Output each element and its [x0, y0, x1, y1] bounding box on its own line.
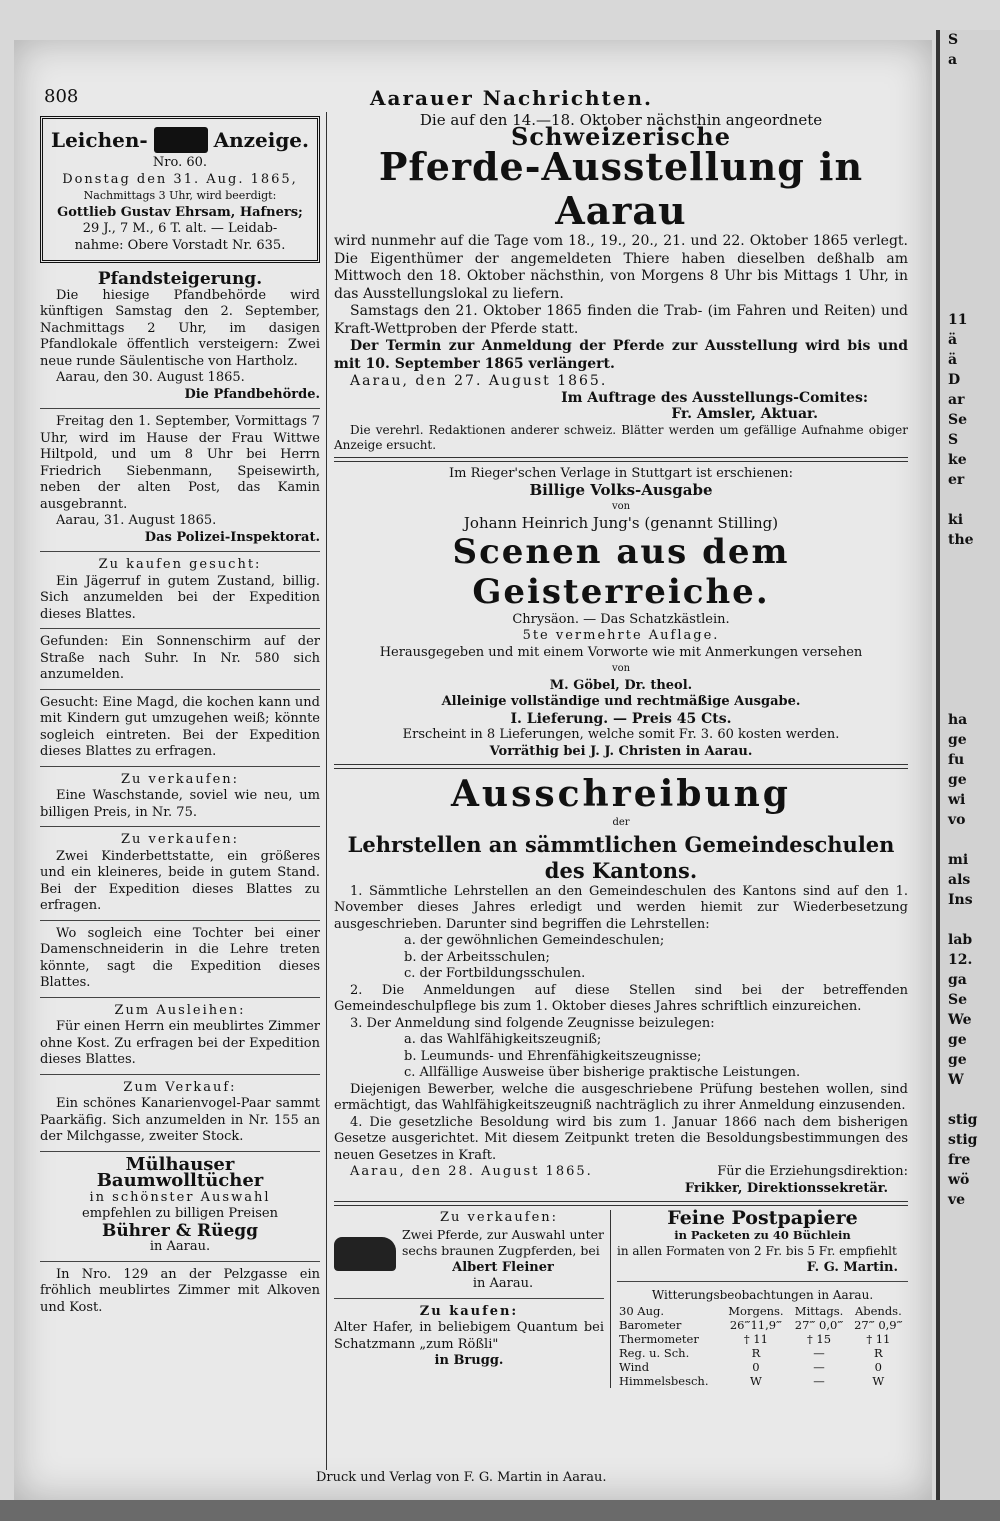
weather-cell: Thermometer: [619, 1331, 699, 1346]
funeral-date: Donstag den 31. Aug. 1865,: [62, 171, 298, 187]
cloth-line2: empfehlen zu billigen Preisen: [82, 1206, 278, 1221]
pfand-text: Die hiesige Pfandbehörde wird künftigen Samstag den 2. September, Nachmittags 2 Uhr, im dasigen Pfandlokale öffentlich versteigern: Zwei neue runde Säulentische von Hartholz.: [40, 287, 320, 369]
page-number: 808: [44, 86, 79, 107]
weather-cell: —: [813, 1345, 825, 1360]
divider: [40, 1151, 320, 1152]
cloth-title: Mülhauser Baumwolltücher: [96, 1153, 264, 1191]
sell1-text: Eine Waschstande, soviel wie neu, um billigen Preis, in Nr. 75.: [40, 788, 320, 820]
weather-cell: R: [751, 1345, 761, 1360]
tender-subheading: Lehrstellen an sämmtlichen Gemeindeschulen des Kantons.: [347, 831, 895, 883]
weather-cell: Himmelsbesch.: [619, 1373, 709, 1388]
edge-fragment: [940, 270, 1000, 290]
edge-fragment: ge: [948, 772, 967, 788]
tender-p5: 4. Die gesetzliche Besoldung wird bis zum 1. Januar 1866 nach dem bisherigen Gesetze ausgerichtet. Mit diesem Zeitpunkt treten die Besoldungsbestimmungen des neuen Gesetzes in Kraft.: [334, 1114, 908, 1163]
lend-title: Zum Ausleihen:: [114, 1002, 246, 1018]
weather-head-cell: Morgens.: [728, 1303, 784, 1318]
oats-place: in Brugg.: [434, 1353, 504, 1368]
edge-fragment: [940, 690, 1000, 710]
funeral-age: 29 J., 7 M., 6 T. alt. — Leidab-: [82, 221, 278, 236]
lend-text: Für einen Herrn ein meublirtes Zimmer ohne Kost. Zu erfragen bei der Expedition dieses Blattes.: [40, 1019, 320, 1067]
divider: [40, 920, 320, 921]
paper-title: Feine Postpapiere: [667, 1207, 858, 1229]
oats-title: Zu kaufen:: [419, 1303, 519, 1319]
tender-for: Für die Erziehungsdirektion:: [717, 1164, 908, 1179]
sell2-text: Zwei Kinderbettstatte, ein größeres und ein kleineres, beide in gutem Stand. Bei der Expedition dieses Blattes zu erfragen.: [40, 848, 320, 913]
book-authorized: Alleinige vollständige und rechtmäßige Ausgabe.: [441, 694, 801, 709]
edge-fragment: a: [948, 52, 958, 68]
horse-show-note: Die verehrl. Redaktionen anderer schweiz. Blätter werden um gefällige Aufnahme obiger Anzeige ersucht.: [334, 422, 908, 452]
buy1-title: Zu kaufen gesucht:: [98, 557, 262, 572]
divider: [40, 766, 320, 767]
tender-sign: Frikker, Direktionssekretär.: [684, 1180, 888, 1196]
weather-head-cell: 30 Aug.: [619, 1303, 665, 1318]
tender-c1: c. der Fortbildungsschulen.: [404, 966, 586, 981]
sale-title: Zum Verkauf:: [123, 1079, 237, 1095]
edge-fragment: [940, 650, 1000, 670]
fire-sign: Das Polizei-Inspektorat.: [144, 529, 320, 545]
weather-cell: W: [750, 1373, 762, 1388]
edge-fragment: vo: [948, 812, 966, 828]
divider: [334, 1201, 908, 1206]
tender-a2: a. das Wahlfähigkeitszeugniß;: [404, 1032, 602, 1047]
horse-show-commission: Im Auftrage des Ausstellungs-Comites:: [561, 389, 868, 406]
coffin-icon: [154, 127, 208, 153]
tender-c2: c. Allfällige Ausweise über bisherige praktische Leistungen.: [404, 1065, 801, 1080]
wanted-text: Gesucht: Eine Magd, die kochen kann und mit Kindern gut umzugehen weiß; könnte sogleich eintreten. Bei der Expedition dieses Blattes zu erfragen.: [40, 694, 320, 759]
divider: [40, 826, 320, 827]
tender-p2: 2. Die Anmeldungen auf diese Stellen sind bei der betreffenden Gemeindeschulpflege bis zum 1. Oktober dieses Jahres schriftlich einzureichen.: [334, 982, 908, 1014]
funeral-address: nahme: Obere Vorstadt Nr. 635.: [74, 237, 286, 253]
edge-fragment: [940, 1090, 1000, 1110]
weather-title: Witterungsbeobachtungen in Aarau.: [651, 1288, 874, 1302]
weather-row: [617, 1346, 908, 1360]
apprentice-text: Wo sogleich eine Tochter bei einer Damenschneiderin in die Lehre treten könnte, sagt die Expedition dieses Blattes.: [40, 925, 320, 990]
funeral-name: Gottlieb Gustav Ehrsam, Hafners;: [57, 204, 303, 220]
edge-fragment: W: [948, 1072, 964, 1088]
edge-fragment: wi: [948, 792, 966, 808]
found-text: Gefunden: Ein Sonnenschirm auf der Straße nach Suhr. In Nr. 580 sich anzumelden.: [40, 634, 320, 682]
buy1-text: Ein Jägerruf in gutem Zustand, billig. Sich anzumelden bei der Expedition dieses Blattes.: [40, 573, 320, 622]
masthead: Aarauer Nachrichten.: [370, 86, 654, 110]
edge-fragment: wö: [948, 1172, 970, 1188]
divider: [40, 628, 320, 629]
edge-fragment: [940, 630, 1000, 650]
edge-fragment: [940, 670, 1000, 690]
edge-fragment: [940, 210, 1000, 230]
horse-show-p1: wird nunmehr auf die Tage vom 18., 19., 20., 21. und 22. Oktober 1865 verlegt. Die Eigenthümer der angemeldeten Thiere haben dieselben deßhalb am Mittwoch den 18. Oktober nächsthin, von Morgens 8 Uhr bis Mittags 1 Uhr, in das Ausstellungslokal zu liefern.: [334, 233, 908, 302]
weather-cell: 26‴11,9‴: [729, 1317, 783, 1332]
edge-fragment: ä: [948, 332, 958, 348]
tender-heading: Ausschreibung: [451, 773, 791, 815]
funeral-number: Nro. 60.: [152, 155, 208, 170]
edge-fragment: ki: [948, 512, 964, 528]
edge-fragment: [940, 110, 1000, 130]
edge-fragment: ga: [948, 972, 967, 988]
pfand-date: Aarau, den 30. August 1865.: [56, 370, 245, 385]
weather-cell: —: [813, 1359, 825, 1374]
weather-cell: † 15: [807, 1331, 832, 1346]
tender-b2: b. Leumunds- und Ehrenfähigkeitszeugnisse;: [404, 1048, 702, 1064]
weather-cell: 27‴ 0,0‴: [794, 1317, 844, 1332]
tender-p4: Diejenigen Bewerber, welche die ausgeschriebene Prüfung bestehen wollen, sind ermächtigt, das Wahlfähigkeitszeugniß nachträglich zu ihrer Anmeldung einzusenden.: [334, 1081, 908, 1113]
divider: [334, 1298, 604, 1299]
horses-place: in Aarau.: [472, 1276, 534, 1291]
edge-fragment: ge: [948, 1032, 967, 1048]
weather-cell: Wind: [619, 1359, 650, 1374]
paper-sign: F. G. Martin.: [806, 1259, 898, 1275]
divider: [617, 1281, 908, 1282]
edge-fragment: [940, 150, 1000, 170]
book-title: Scenen aus dem Geisterreiche.: [452, 531, 790, 612]
room-text: In Nro. 129 an der Pelzgasse ein fröhlich meublirtes Zimmer mit Alkoven und Kost.: [40, 1266, 320, 1315]
horse-show-intro: Die auf den 14.—18. Oktober nächsthin angeordnete: [419, 111, 823, 129]
horses-title: Zu verkaufen:: [439, 1210, 559, 1225]
edge-fragment: [940, 610, 1000, 630]
weather-table: [617, 1304, 908, 1388]
weather-head-cell: Mittags.: [794, 1303, 844, 1318]
weather-row: [617, 1332, 908, 1346]
horse-show-heading1: Schweizerische: [511, 121, 731, 151]
edge-fragment: Ins: [948, 892, 973, 908]
edge-fragment: [940, 590, 1000, 610]
edge-fragment: [940, 550, 1000, 570]
edge-fragment: S: [948, 432, 959, 448]
book-subtitle: Chrysäon. — Das Schatzkästlein.: [512, 611, 730, 627]
tender-p3: 3. Der Anmeldung sind folgende Zeugnisse beizulegen:: [350, 1015, 715, 1031]
weather-cell: Reg. u. Sch.: [619, 1345, 690, 1360]
funeral-title-a: Leichen-: [51, 127, 148, 152]
weather-cell: † 11: [743, 1331, 768, 1346]
tender-der: der: [612, 817, 630, 828]
edge-fragment: [940, 190, 1000, 210]
horses-text: Zwei Pferde, zur Auswahl unter sechs braunen Zugpferden, bei: [402, 1226, 604, 1258]
edge-fragment: ha: [948, 712, 968, 728]
edge-fragment: stig: [948, 1132, 978, 1148]
horse-icon: [334, 1237, 396, 1271]
weather-head-cell: Abends.: [854, 1303, 902, 1318]
book-installments: Erscheint in 8 Lieferungen, welche somit Fr. 3. 60 kosten werden.: [402, 727, 840, 742]
edge-fragment: [940, 70, 1000, 90]
edge-fragment: mi: [948, 852, 969, 868]
weather-cell: 0: [752, 1359, 760, 1374]
edge-fragment: 12.: [948, 952, 973, 968]
weather-cell: Barometer: [619, 1317, 682, 1332]
weather-cell: —: [813, 1373, 825, 1388]
sell2-title: Zu verkaufen:: [120, 832, 240, 847]
fire-date: Aarau, 31. August 1865.: [56, 513, 217, 528]
edge-fragment: als: [948, 872, 971, 888]
edge-fragment: [940, 290, 1000, 310]
edge-fragment: 11: [948, 312, 968, 328]
edge-fragment: ge: [948, 1052, 967, 1068]
paper-line2: in allen Formaten von 2 Fr. bis 5 Fr. empfiehlt: [617, 1244, 897, 1258]
edge-fragment: [940, 570, 1000, 590]
book-edition: Billige Volks-Ausgabe: [529, 481, 713, 499]
weather-cell: 27‴ 0,9‴: [854, 1317, 903, 1332]
scan-shadow: [0, 1500, 1000, 1521]
edge-fragment: fre: [948, 1152, 971, 1168]
edge-fragment: D: [948, 372, 961, 388]
cloth-line1: in schönster Auswahl: [89, 1189, 271, 1205]
divider: [40, 408, 320, 409]
edge-fragment: ve: [948, 1192, 966, 1208]
book-stockist: Vorräthig bei J. J. Christen in Aarau.: [489, 743, 753, 759]
left-column: [40, 112, 320, 1316]
horse-show-p2: Samstags den 21. Oktober 1865 finden die Trab- (im Fahren und Reiten) und Kraft-Wettproben der Pferde statt.: [334, 303, 908, 337]
pfand-title: Pfandsteigerung.: [97, 269, 263, 289]
adjacent-page-edge: [936, 30, 1000, 1510]
weather-cell: W: [872, 1373, 885, 1388]
cloth-firm: Bührer & Rüegg: [101, 1220, 259, 1241]
divider: [40, 997, 320, 998]
weather-row: [617, 1360, 908, 1374]
tender-date: Aarau, den 28. August 1865.: [350, 1164, 593, 1179]
funeral-title-b: Anzeige.: [213, 127, 309, 152]
horse-show-p3: Der Termin zur Anmeldung der Pferde zur Ausstellung wird bis und mit 10. September 1865 verlängert.: [334, 338, 908, 372]
lower-left-ads: [334, 1210, 611, 1388]
divider: [40, 1074, 320, 1075]
sale-text: Ein schönes Kanarienvogel-Paar sammt Paarkäfig. Sich anzumelden in Nr. 155 an der Milchgasse, zweiter Stock.: [40, 1096, 320, 1144]
edge-fragment: S: [948, 32, 959, 48]
edge-fragment: ke: [948, 452, 967, 468]
edge-fragment: the: [948, 532, 974, 548]
edge-fragment: [940, 910, 1000, 930]
horse-show-sign: Fr. Amsler, Aktuar.: [671, 406, 818, 422]
book-von: von: [611, 500, 631, 512]
edge-fragment: We: [948, 1012, 972, 1028]
tender-p1: 1. Sämmtliche Lehrstellen an den Gemeindeschulen des Kantons sind auf den 1. November dieses Jahres erledigt und werden hiemit zur Wiederbesetzung ausgeschrieben. Darunter sind begriffen die Lehrstellen:: [334, 883, 908, 932]
edge-fragment: Se: [948, 992, 968, 1008]
edge-fragment: [940, 90, 1000, 110]
book-author: Johann Heinrich Jung's (genannt Stilling): [463, 514, 779, 532]
weather-cell: † 11: [866, 1331, 891, 1346]
paper-line1: in Packeten zu 40 Büchlein: [674, 1227, 851, 1242]
weather-cell: R: [874, 1345, 883, 1360]
edge-fragment: er: [948, 472, 965, 488]
edge-fragment: [940, 830, 1000, 850]
edge-fragment: [940, 130, 1000, 150]
book-price: I. Lieferung. — Preis 45 Cts.: [510, 710, 732, 727]
column-rule: [326, 112, 327, 1470]
edge-fragment: [940, 170, 1000, 190]
horse-show-heading2: Pferde-Ausstellung in Aarau: [378, 144, 864, 233]
oats-text: Alter Hafer, in beliebigem Quantum bei Schatzmann „zum Rößli": [334, 1320, 604, 1352]
divider: [40, 1261, 320, 1262]
cloth-place: in Aarau.: [149, 1239, 211, 1254]
weather-row: [617, 1318, 908, 1332]
edge-fragment: [940, 230, 1000, 250]
sell1-title: Zu verkaufen:: [120, 771, 240, 787]
edge-fragment: ge: [948, 732, 967, 748]
right-column: [334, 112, 908, 1388]
divider: [334, 764, 908, 769]
book-editor: M. Göbel, Dr. theol.: [549, 677, 693, 693]
weather-row: [617, 1374, 908, 1388]
book-edition-number: 5te vermehrte Auflage.: [522, 628, 720, 643]
edge-fragment: lab: [948, 932, 973, 948]
funeral-notice: [40, 116, 320, 263]
book-publisher: Im Rieger'schen Verlage in Stuttgart ist erschienen:: [448, 465, 794, 481]
book-von2: von: [611, 663, 631, 674]
divider: [40, 551, 320, 552]
imprint: Druck und Verlag von F. G. Martin in Aarau.: [316, 1470, 607, 1485]
funeral-time: Nachmittags 3 Uhr, wird beerdigt:: [83, 189, 277, 202]
weather-cell: 0: [874, 1359, 882, 1374]
pfand-sign: Die Pfandbehörde.: [184, 386, 320, 402]
edge-fragment: ar: [948, 392, 965, 408]
weather-head-row: [617, 1304, 908, 1318]
edge-fragment: [940, 490, 1000, 510]
edge-fragment: fu: [948, 752, 965, 768]
tender-a1: a. der gewöhnlichen Gemeindeschulen;: [404, 933, 665, 948]
lower-right-ads: [611, 1207, 908, 1388]
horse-show-date: Aarau, den 27. August 1865.: [350, 373, 608, 389]
book-editor-line: Herausgegeben und mit einem Vorworte wie mit Anmerkungen versehen: [379, 644, 863, 660]
tender-b1: b. der Arbeitsschulen;: [404, 949, 550, 965]
horses-name: Albert Fleiner: [452, 1259, 554, 1275]
fire-text: Freitag den 1. September, Vormittags 7 Uhr, wird im Hause der Frau Wittwe Hiltpold, und um 8 Uhr bei Herrn Friedrich Siebenmann, Speisewirth, neben der alten Post, das Kamin ausgebrannt.: [40, 414, 320, 512]
divider: [40, 689, 320, 690]
edge-fragment: Se: [948, 412, 968, 428]
edge-fragment: [940, 250, 1000, 270]
divider: [334, 457, 908, 462]
edge-fragment: stig: [948, 1112, 978, 1128]
edge-fragment: ä: [948, 352, 958, 368]
